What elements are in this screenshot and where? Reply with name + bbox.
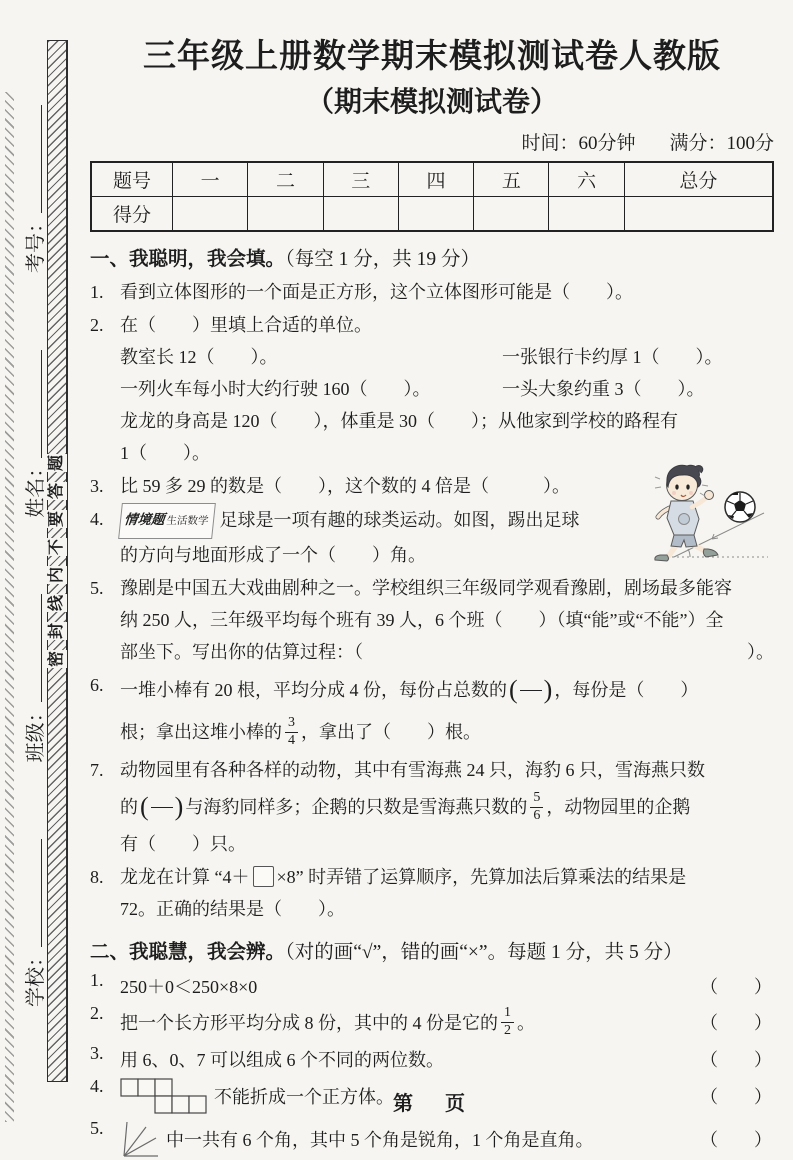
context-badge [118,503,215,539]
s2-item-5 [90,1118,774,1160]
question-text: ，动物园里的企鹅 [546,797,691,817]
s1-question-5 [90,572,774,668]
question-number: 4. [90,1076,104,1096]
question-text: 有（ ）只。 [120,834,246,854]
empty-box [253,866,274,887]
q2-row1-left: 教室长 12（ ）。 [120,347,278,367]
question-text: 纳 250 人，三年级平均每个班有 39 人，6 个班（ ）（填“能”或“不能”）全 [120,610,724,630]
score-table-header-cell: 一 [173,162,248,197]
question-number: 2. [90,315,104,335]
school-blank-line [21,839,42,947]
s1-question-2 [90,309,774,469]
section2-heading [90,937,774,968]
page-subtitle: （期末模拟测试卷） [305,86,558,117]
statement-text: 不能折成一个正方体。 [214,1087,394,1107]
section1-heading-title: 一、我聪明，我会填。 [90,248,286,270]
answer-slot: （ ） [700,1049,772,1070]
seal-char: 内 [48,566,66,584]
s1-question-1 [90,276,774,308]
question-text: 足球是一项有趣的球类运动。如图，踢出足球 [219,510,580,530]
school-label: 学校： [25,947,47,1007]
score-table-header-cell: 六 [549,162,624,197]
question-number: 3. [90,1043,104,1063]
question-text: 的方向与地面形成了一个（ ）角。 [120,545,426,565]
answer-slot: （ ） [700,1130,772,1150]
full-score: 满分：100分 [669,133,774,154]
fraction-five-sixths: $\frac{5}{6}$ [530,790,543,823]
score-table-header-cell: 三 [323,162,398,197]
seal-char: 不 [48,538,66,556]
seal-char: 封 [48,622,66,640]
s1-question-6 [90,669,774,753]
name-field [19,350,48,518]
name-label: 姓名： [25,457,47,518]
angle-figure [120,1118,160,1160]
soccer-kick-illustration [632,455,770,567]
statement-text: 用 6、0、7 可以组成 6 个不同的两位数。 [120,1049,444,1070]
soccer-kick-figure [632,455,770,567]
seal-char: 密 [48,650,66,668]
question-number: 1. [90,282,104,302]
page-title: 三年级上册数学期末模拟测试卷人教版 [143,37,721,74]
question-text: 与海豹同样多；企鹅的只数是雪海燕只数的 [185,797,528,817]
s2-item-2 [90,1003,774,1041]
score-cell-empty [173,197,248,232]
score-cell-empty [474,197,549,232]
score-table-header-cell: 五 [474,162,549,197]
class-blank-line [21,594,42,702]
question-text: ×8” 时弄错了运算顺序，先算加法后算乘法的结果是 [276,867,687,887]
exam-number-label: 考号： [25,213,47,274]
fraction-one-half: $\frac{1}{2}$ [501,1005,514,1038]
class-label: 班级： [25,702,47,763]
exam-number-blank-line [21,105,42,213]
exam-number-field [19,105,48,273]
answer-slot: （ ） [700,976,772,997]
q2-row4: 1（ ）。 [120,443,210,463]
score-cell-empty [549,197,624,232]
q6-line2 [120,711,774,753]
score-cell-empty [323,197,398,232]
s1-question-7 [90,754,774,860]
paper-main [90,34,774,1160]
score-table-header-cell: 题号 [91,162,173,197]
question-number: 2. [90,1003,104,1023]
statement-text: 中一共有 6 个角，其中 5 个角是锐角，1 个角是直角。 [166,1130,594,1150]
statement-text: 250＋0＜250×8×0 [120,976,258,997]
score-cell-empty [398,197,473,232]
question-number: 7. [90,760,104,780]
question-text: 动物园里有各种各样的动物，其中有雪海燕 24 只，海豹 6 只，雪海燕只数 [120,760,705,780]
q2-row2-right: 一头大象约重 3（ ）。 [502,379,705,399]
school-field [19,839,48,1007]
question-text: 根；拿出这堆小棒的 [120,722,282,742]
q5-estimate-line [120,636,774,668]
question-text: 部坐下。写出你的估算过程：（ [120,642,363,662]
score-table-header-cell: 四 [398,162,473,197]
question-text: 一堆小棒有 20 根，平均分成 4 份，每份占总数的 [120,680,507,700]
question-text: 豫剧是中国五大戏曲剧种之一。学校组织三年级同学观看豫剧，剧场最多能容 [120,578,732,598]
seal-char: 线 [48,594,66,612]
score-table [90,161,774,232]
seal-char: 要 [48,510,66,528]
section1-heading-note: （每空 1 分，共 19 分） [285,249,481,270]
score-table-header-row [91,162,773,197]
question-number: 4. [90,509,104,529]
seal-char: 答 [48,482,66,500]
question-text: 的 [120,797,138,817]
section1-heading [90,244,774,275]
question-number: 5. [90,1118,104,1138]
q2-row1-right: 一张银行卡约厚 1（ ）。 [502,347,723,367]
q6-line1 [120,669,774,711]
question-text: 龙龙在计算 “4＋ [120,867,250,887]
answer-slot: （ ） [700,1087,772,1107]
s2-item-1 [90,970,774,1001]
answer-slot: （ ） [700,1013,772,1033]
question-text: 看到立体图形的一个面是正方形，这个立体图形可能是（ ）。 [120,282,633,302]
question-text: ，每份是（ ） [554,680,699,700]
score-cell-empty [248,197,323,232]
blank-fraction: ( ) [509,675,553,704]
score-table-score-row [91,197,773,232]
question-number: 3. [90,476,104,496]
class-field [19,594,48,762]
badge-main-label: 情境题 [123,512,166,527]
score-table-header-cell: 总分 [624,162,773,197]
q7-line2 [120,786,774,828]
name-blank-line [21,350,42,458]
seal-char: 题 [48,454,66,472]
statement-text: 把一个长方形平均分成 8 份，其中的 4 份是它的 [120,1013,498,1033]
section2-heading-title: 二、我聪慧，我会辨。 [90,941,286,963]
question-text: ）。 [747,642,774,662]
question-text: 72。正确的结果是（ ）。 [120,899,345,919]
question-number: 1. [90,970,104,990]
page-footer: 第 页 [393,1093,471,1115]
s1-question-8 [90,861,774,925]
badge-sub-label: 生活数学 [165,515,210,527]
score-table-header-cell: 二 [248,162,323,197]
s2-item-3 [90,1043,774,1074]
exam-info-line [90,128,774,155]
question-number: 6. [90,675,104,695]
time-limit: 时间：60分钟 [521,133,636,154]
seal-line-text [48,453,66,669]
score-row-label: 得分 [91,197,173,232]
question-text: ，拿出了（ ）根。 [301,722,481,742]
section2-heading-note: （对的画“√”，错的画“×”。每题 1 分，共 5 分） [285,942,683,963]
fraction-three-fourths: $\frac{3}{4}$ [285,715,298,748]
question-text: 在（ ）里填上合适的单位。 [120,315,372,335]
blank-fraction: ( ) [140,792,184,821]
seal-line-strip [47,40,68,1082]
q2-row2-left: 一列火车每小时大约行驶 160（ ）。 [120,379,431,399]
student-info-fields [12,77,48,1062]
question-number: 5. [90,578,104,598]
statement-text: 。 [517,1013,535,1033]
q2-row2 [120,373,774,405]
q2-row1 [120,341,774,373]
q2-row3: 龙龙的身高是 120（ ），体重是 30（ ）；从他家到学校的路程有 [120,411,678,431]
question-text: 比 59 多 29 的数是（ ），这个数的 4 倍是（ ）。 [120,476,570,496]
question-number: 8. [90,867,104,887]
